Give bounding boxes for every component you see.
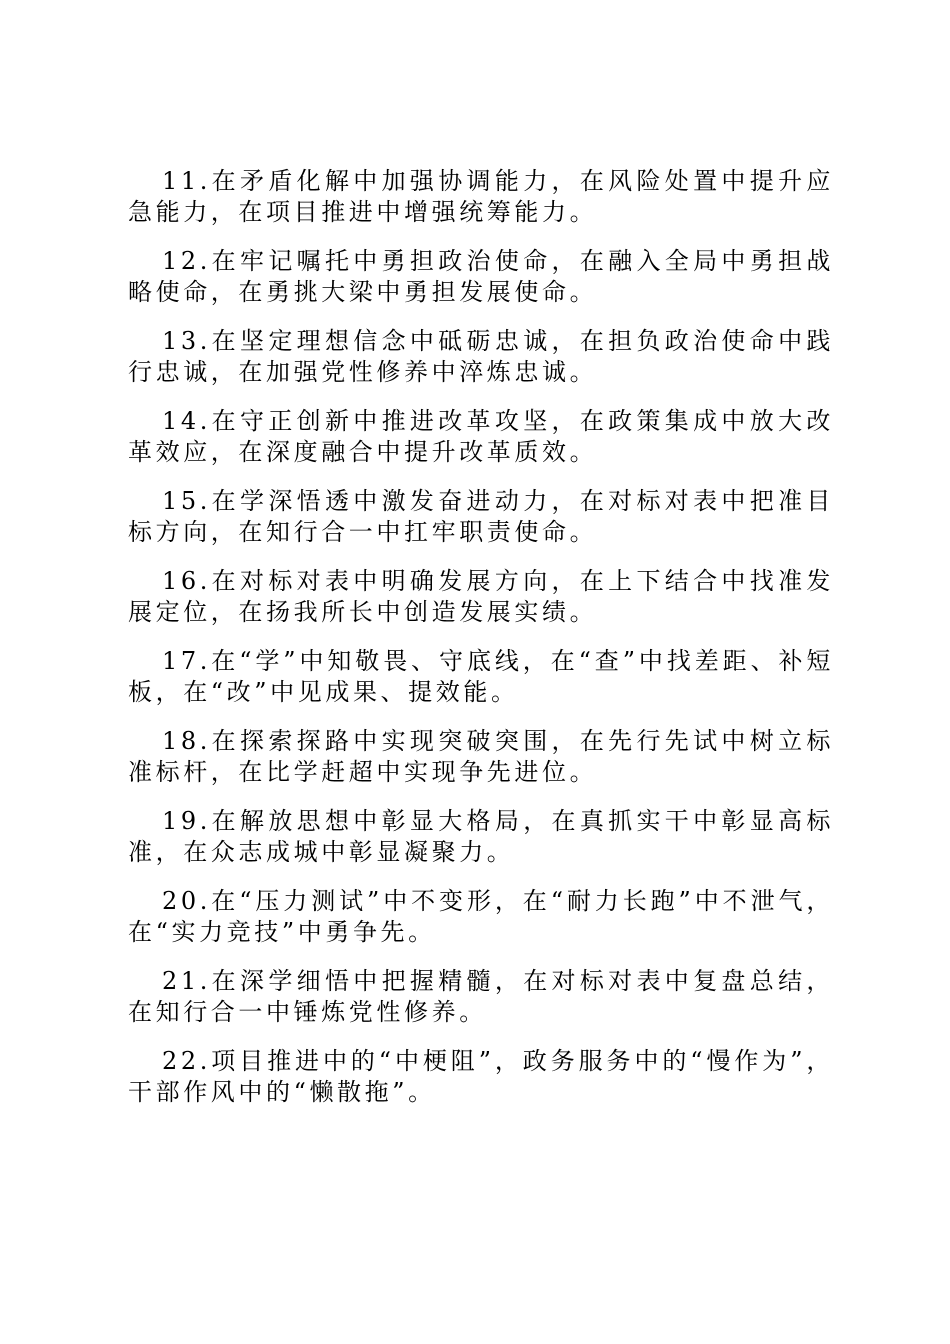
paragraph-12: 12.在牢记嘱托中勇担政治使命，在融入全局中勇担战略使命，在勇挑大梁中勇担发展使命。	[128, 247, 834, 306]
paragraph-20: 20.在“压力测试”中不变形，在“耐力长跑”中不泄气，在“实力竞技”中勇争先。	[128, 887, 834, 946]
document-body	[128, 166, 834, 1126]
paragraph-15: 15.在学深悟透中激发奋进动力，在对标对表中把准目标方向，在知行合一中扛牢职责使命。	[128, 487, 834, 546]
paragraph-18: 18.在探索探路中实现突破突围，在先行先试中树立标准标杆，在比学赶超中实现争先进位。	[128, 727, 834, 786]
paragraph-21: 21.在深学细悟中把握精髓，在对标对表中复盘总结，在知行合一中锤炼党性修养。	[128, 967, 834, 1026]
paragraph-16: 16.在对标对表中明确发展方向，在上下结合中找准发展定位，在扬我所长中创造发展实绩。	[128, 567, 834, 626]
paragraph-13: 13.在坚定理想信念中砥砺忠诚，在担负政治使命中践行忠诚，在加强党性修养中淬炼忠诚。	[128, 327, 834, 386]
paragraph-19: 19.在解放思想中彰显大格局，在真抓实干中彰显高标准，在众志成城中彰显凝聚力。	[128, 807, 834, 866]
paragraph-11: 11.在矛盾化解中加强协调能力，在风险处置中提升应急能力，在项目推进中增强统筹能力。	[128, 167, 834, 226]
paragraph-22: 22.项目推进中的“中梗阻”，政务服务中的“慢作为”，干部作风中的“懒散拖”。	[128, 1047, 834, 1106]
paragraph-14: 14.在守正创新中推进改革攻坚，在政策集成中放大改革效应，在深度融合中提升改革质效。	[128, 407, 834, 466]
paragraph-17: 17.在“学”中知敬畏、守底线，在“查”中找差距、补短板，在“改”中见成果、提效能。	[128, 647, 834, 706]
